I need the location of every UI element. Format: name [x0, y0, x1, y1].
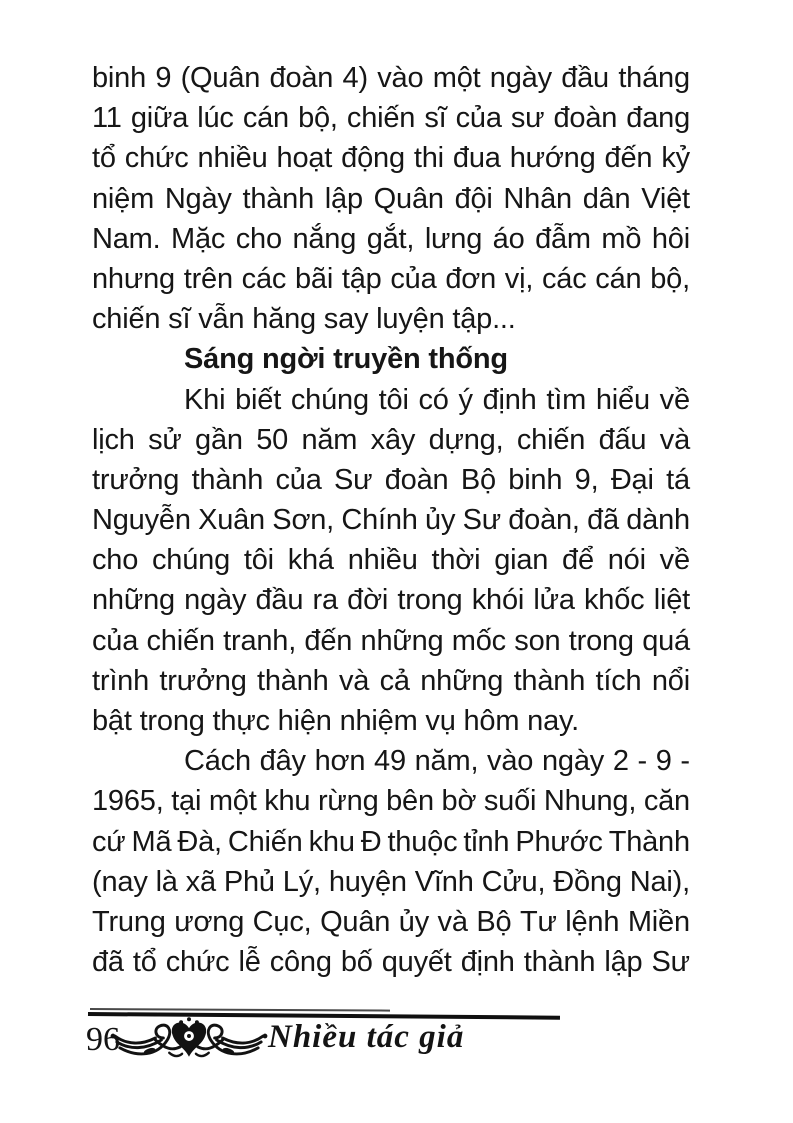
word: Tư [519, 905, 557, 938]
word: có [418, 383, 449, 416]
word: Phủ [223, 865, 275, 898]
word: tôi [243, 544, 274, 577]
word: hôi [651, 222, 690, 255]
word: và [659, 423, 690, 456]
word: 9, [574, 463, 599, 496]
word: Trung [92, 905, 166, 938]
word: bộ, [650, 262, 690, 295]
word: Cửu, [481, 865, 546, 898]
word: khói [471, 584, 525, 617]
word: đoàn [384, 463, 449, 496]
text-line [92, 862, 690, 902]
word: đang [626, 102, 690, 135]
word: mồ [601, 222, 642, 255]
word: bộ, [298, 102, 338, 135]
word: đời [347, 584, 389, 617]
word: - [680, 745, 690, 778]
word: ngày [489, 62, 552, 94]
word: một [208, 785, 257, 818]
word: Sư [462, 504, 501, 537]
word: 1965, [92, 785, 164, 818]
word: chức [124, 142, 189, 175]
word: binh [92, 62, 147, 94]
word: bãi [294, 262, 334, 295]
text-line: bật trong thực hiện nhiệm vụ hôm nay. [92, 705, 580, 737]
text-line [92, 661, 690, 701]
word: nhiều [347, 544, 418, 577]
word: Đà, [177, 825, 222, 858]
word: cán [242, 102, 289, 135]
word: lửa [533, 584, 575, 617]
word: Phước [515, 825, 603, 858]
word: về [659, 383, 690, 416]
word: ý [458, 383, 473, 416]
word: Chiến [227, 825, 303, 858]
word: cán [595, 262, 642, 295]
word: nhiều [197, 142, 268, 175]
text-line [92, 138, 690, 178]
word: đoàn, [508, 504, 580, 537]
word: Xuân [198, 504, 265, 537]
word: kỷ [661, 142, 690, 175]
word: công [269, 946, 332, 979]
page-text [92, 58, 690, 982]
word: huyện [328, 865, 407, 898]
word: Ngày [164, 182, 232, 215]
word: bên [386, 785, 434, 818]
word: Đại [610, 463, 654, 496]
word: biết [235, 383, 282, 416]
word: Lý, [282, 865, 321, 898]
word: trong [568, 624, 634, 657]
word: Nai), [629, 865, 690, 898]
word: của [275, 463, 322, 496]
page-number: 96 [86, 1021, 120, 1058]
word: trình [92, 664, 150, 697]
word: xã [185, 865, 216, 898]
word: đấu [598, 423, 647, 456]
word: hoạt [276, 142, 333, 175]
word: đã [587, 504, 619, 537]
text-line [92, 540, 690, 580]
word: năm, [414, 745, 479, 778]
word: giữa [130, 102, 189, 135]
word: đơn [445, 262, 497, 295]
word: Sư [334, 463, 373, 496]
word: dân [582, 182, 631, 215]
word: tìm [546, 383, 587, 416]
word: (Quân [180, 62, 261, 94]
word: 11 [92, 102, 122, 135]
word: nhưng [92, 262, 175, 295]
word: sĩ [424, 102, 447, 135]
word: lưng [424, 222, 483, 255]
word: tranh, [223, 624, 297, 657]
word: cho [235, 222, 282, 255]
word: thành [257, 664, 329, 697]
word: lễ [238, 946, 261, 979]
word: để [562, 544, 594, 577]
word: đua [452, 142, 501, 175]
text-line [92, 942, 690, 982]
word: định [482, 383, 537, 416]
word: gắt, [366, 222, 415, 255]
word: đoàn [269, 62, 334, 94]
word: quyết [381, 946, 452, 979]
word: Khi [184, 383, 226, 416]
word: khốc [584, 584, 645, 617]
word: đã [92, 946, 124, 979]
word: các [541, 262, 587, 295]
word: thành [523, 946, 596, 979]
word: nắng [292, 222, 357, 255]
word: Mã [131, 825, 172, 858]
word: thuộc [387, 825, 458, 858]
word: sử [148, 423, 182, 456]
word: tại [171, 785, 202, 818]
word: của [92, 624, 139, 657]
word: ương [174, 905, 245, 938]
word: thành [242, 182, 315, 215]
word: những [420, 664, 504, 697]
word: Sư [651, 946, 690, 979]
word: về [659, 544, 690, 577]
word: chiến [346, 102, 416, 135]
word: các [241, 262, 287, 295]
word: Việt [641, 182, 690, 215]
word: Sơn, [272, 504, 335, 537]
word: Đồng [553, 865, 622, 898]
word: của [455, 102, 502, 135]
word: tổ [132, 946, 157, 979]
word: thời [431, 544, 481, 577]
word: tháng [618, 62, 690, 94]
word: mốc [451, 624, 506, 657]
word: Nam. [92, 222, 161, 255]
word: sư [510, 102, 545, 135]
word: chiến [516, 423, 586, 456]
word: đội [454, 182, 493, 215]
word: - [637, 745, 647, 778]
word: vào [487, 745, 534, 778]
footer-author: Nhiều tác giả [268, 1019, 465, 1055]
word: Vĩnh [414, 865, 474, 898]
word: Mặc [171, 222, 226, 255]
word: 50 [256, 423, 289, 456]
word: đoàn [553, 102, 618, 135]
text-line [92, 781, 690, 821]
word: lập [324, 182, 363, 215]
word: trong [397, 584, 463, 617]
word: lệnh [565, 905, 620, 938]
word: vị, [504, 262, 534, 295]
word: suối [483, 785, 537, 818]
word: 9 [655, 745, 672, 778]
word: định [460, 946, 515, 979]
word: tá [666, 463, 690, 496]
floral-ornament-icon [110, 1014, 268, 1062]
word: lịch [92, 423, 135, 456]
word: Nhung, [543, 785, 637, 818]
word: ra [312, 584, 338, 617]
text-line [92, 420, 690, 460]
word: ngày [184, 584, 247, 617]
word: đây [259, 745, 306, 778]
word: gần [195, 423, 243, 456]
text-line: chiến sĩ vẫn hăng say luyện tập... [92, 303, 516, 336]
text-line [92, 580, 690, 620]
word: chúng [290, 383, 369, 416]
word: căn [643, 785, 690, 818]
word: trưởng [159, 664, 247, 697]
word: thi [413, 142, 444, 175]
footer-rule-echo [90, 1008, 390, 1012]
word: Nhân [503, 182, 572, 215]
word: đến [304, 624, 353, 657]
word: bờ [441, 785, 477, 818]
word: son [514, 624, 561, 657]
word: rừng [317, 785, 379, 818]
text-line [92, 500, 690, 540]
text-line [92, 902, 690, 942]
word: lập [604, 946, 643, 979]
word: chúng [152, 544, 231, 577]
word: cứ [92, 825, 126, 858]
text-line [92, 219, 690, 259]
word: 9 [155, 62, 172, 94]
word: Bộ [460, 463, 496, 496]
word: liệt [653, 584, 690, 617]
text-line [92, 822, 690, 862]
word: những [360, 624, 444, 657]
word: trên [183, 262, 233, 295]
word: và [338, 664, 370, 697]
word: khu [264, 785, 311, 818]
word: dành [626, 504, 690, 537]
word: nổi [651, 664, 690, 697]
word: quá [642, 624, 690, 657]
word: lúc [197, 102, 234, 135]
word: khá [287, 544, 334, 577]
word: ngày [541, 745, 605, 778]
text-line [92, 460, 690, 500]
word: đến [604, 142, 653, 175]
word: Chính [341, 504, 418, 537]
word: khu [308, 825, 355, 858]
word: chức [165, 946, 230, 979]
text-line [92, 380, 690, 420]
word: dựng, [428, 423, 504, 456]
word: cả [379, 664, 410, 697]
word: ủy [425, 504, 456, 537]
word: hơn [314, 745, 366, 778]
text-line [92, 741, 690, 781]
word: vào [377, 62, 424, 94]
word: niệm [92, 182, 155, 215]
word: năm [301, 423, 358, 456]
word: hiểu [595, 383, 650, 416]
word: ủy [398, 905, 429, 938]
word: binh [508, 463, 563, 496]
word: đầu [255, 584, 304, 617]
text-line [92, 98, 690, 138]
word: Bộ [476, 905, 512, 938]
word: (nay [92, 865, 148, 898]
word: những [92, 584, 175, 617]
word: nói [607, 544, 646, 577]
text-line [92, 58, 690, 98]
word: tổ [92, 142, 116, 175]
word: của [390, 262, 437, 295]
word: 4) [342, 62, 368, 94]
word: áo [492, 222, 525, 255]
word: Nguyễn [92, 504, 191, 537]
word: hướng [509, 142, 596, 175]
word: Quân [373, 182, 444, 215]
word: và [437, 905, 468, 938]
word: động [341, 142, 405, 175]
word: bố [340, 946, 373, 979]
word: trưởng [92, 463, 180, 496]
word: Quân [320, 905, 391, 938]
word: tôi [378, 383, 409, 416]
word: tỉnh [463, 825, 510, 858]
word: thành [191, 463, 264, 496]
word: Cục, [252, 905, 312, 938]
word: chiến [146, 624, 215, 657]
word: cho [92, 544, 139, 577]
word: 49 [374, 745, 406, 778]
text-line [92, 259, 690, 299]
word: tập [341, 262, 382, 295]
word: Miền [627, 905, 690, 938]
word: Cách [184, 745, 251, 778]
word: tích [595, 664, 642, 697]
word: đẫm [535, 222, 591, 255]
word: Thành [608, 825, 690, 858]
word: thành [513, 664, 586, 697]
word: Đ [360, 825, 382, 858]
word: 2 [612, 745, 629, 778]
text-line [92, 621, 690, 661]
text-line [92, 179, 690, 219]
word: xây [370, 423, 416, 456]
word: gian [494, 544, 549, 577]
word: một [432, 62, 481, 94]
word: đầu [561, 62, 609, 94]
section-heading: Sáng ngời truyền thống [184, 343, 508, 376]
word: là [155, 865, 178, 898]
